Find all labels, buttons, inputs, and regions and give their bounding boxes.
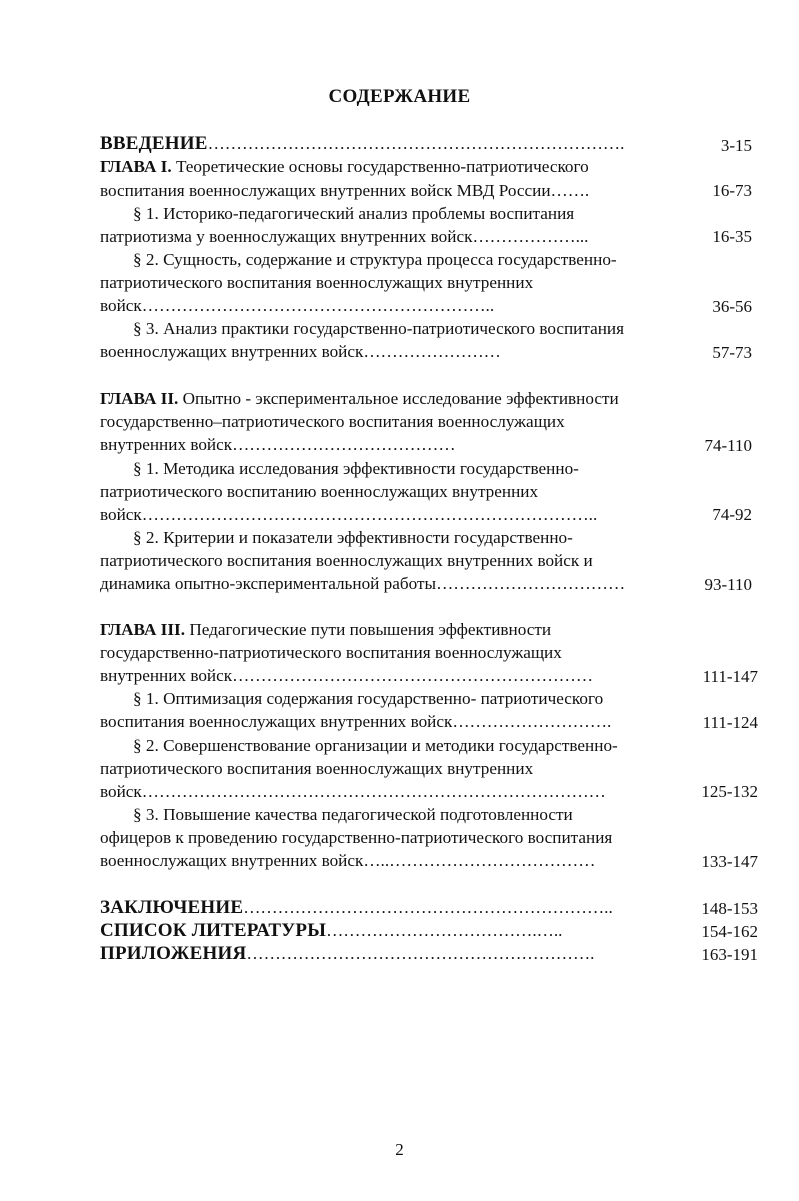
toc-page-range: 74-110 [704,436,752,455]
toc-section-2-2-line3: динамика опытно-экспериментальной работы…………………………… [100,574,626,593]
toc-page-range: 57-73 [712,343,752,362]
toc-section-1-2-line3: войск…………………………………………………….. [100,296,495,315]
toc-chapter-3-line1: ГЛАВА III. Педагогические пути повышения эффективности [100,620,552,639]
toc-leader-dots: ………………………………………………………………. [207,134,625,153]
toc-leader-dots: ……………………………….….. [326,921,563,940]
toc-section-2-1-line1: § 1. Методика исследования эффективности государственно- [133,459,579,478]
toc-leader-dots: ……………………………………………………. [246,944,595,963]
toc-page-range: 16-73 [712,181,752,200]
toc-section-3-3-line2: офицеров к проведению государственно-патриотического воспитания [100,828,613,847]
toc-section-2-1-line3: войск…………………………………………………………………….. [100,505,598,524]
toc-section-2-2-line2: патриотического воспитания военнослужащих внутренних войск и [100,551,593,570]
toc-chapter-3-line3: внутренних войск……………………………………………………… [100,666,594,685]
toc-chapter-1-line1: ГЛАВА I. Теоретические основы государственно-патриотического [100,157,589,176]
toc-introduction-label: ВВЕДЕНИЕ [100,133,208,154]
toc-page-range: 111-124 [702,713,758,732]
toc-page-range: 125-132 [701,782,758,801]
toc-page-range: 36-56 [712,297,752,316]
toc-section-3-2-line3: войск……………………………………………………………………… [100,782,606,801]
toc-section-1-3-line2: военнослужащих внутренних войск…………………… [100,342,501,361]
toc-conclusion-label: ЗАКЛЮЧЕНИЕ [100,897,244,918]
toc-page-range: 111-147 [702,667,758,686]
toc-chapter-2-line2: государственно–патриотического воспитания военнослужащих [100,412,565,431]
toc-section-3-3-line1: § 3. Повышение качества педагогической подготовленности [133,805,573,824]
toc-section-3-2-line2: патриотического воспитания военнослужащих внутренних [100,759,534,778]
toc-section-1-1-line1: § 1. Историко-педагогический анализ проблемы воспитания [133,204,575,223]
toc-chapter-2-line1: ГЛАВА II. Опытно - экспериментальное исследование эффективности [100,389,619,408]
toc-page-range: 93-110 [704,575,752,594]
toc-page-range: 154-162 [701,922,758,941]
toc-section-1-3-line1: § 3. Анализ практики государственно-патриотического воспитания [133,319,625,338]
toc-section-2-2-line1: § 2. Критерии и показатели эффективности государственно- [133,528,573,547]
toc-references-label: СПИСОК ЛИТЕРАТУРЫ [100,920,327,941]
toc-chapter-1-label: ГЛАВА I. [100,157,172,176]
toc-chapter-2-line3: внутренних войск………………………………… [100,435,456,454]
toc-section-1-2-line1: § 2. Сущность, содержание и структура процесса государственно- [133,250,617,269]
toc-section-3-3-line3: военнослужащих внутренних войск…..……………………………… [100,851,596,870]
toc-section-1-1-line2: патриотизма у военнослужащих внутренних войск………………... [100,227,589,246]
toc-chapter-3-line2: государственно-патриотического воспитания военнослужащих [100,643,562,662]
toc-page-range: 163-191 [701,945,758,964]
toc-chapter-3-label: ГЛАВА III. [100,620,186,639]
page-title: СОДЕРЖАНИЕ [328,86,471,107]
toc-section-3-1-line1: § 1. Оптимизация содержания государственно- патриотического [133,689,604,708]
toc-chapter-2-label: ГЛАВА II. [100,389,179,408]
toc-entry-introduction [100,133,624,155]
toc-section-3-1-line2: воспитания военнослужащих внутренних войск………………………. [100,712,612,731]
toc-page-range: 148-153 [701,899,758,918]
toc-entry-references [100,920,562,942]
toc-page-range: 16-35 [712,227,752,246]
toc-entry-conclusion [100,897,613,919]
toc-chapter-1-line2: воспитания военнослужащих внутренних войск МВД России……. [100,181,590,200]
toc-entry-appendices [100,943,594,965]
toc-leader-dots: ……………………………………………………….. [243,898,613,917]
toc-page-range: 3-15 [720,136,752,155]
page-number: 2 [395,1140,404,1159]
toc-page-range: 74-92 [712,505,752,524]
toc-section-2-1-line2: патриотического воспитанию военнослужащих внутренних [100,482,539,501]
toc-appendices-label: ПРИЛОЖЕНИЯ [100,943,247,964]
toc-section-3-2-line1: § 2. Совершенствование организации и методики государственно- [133,736,618,755]
toc-section-1-2-line2: патриотического воспитания военнослужащих внутренних [100,273,534,292]
toc-page-range: 133-147 [701,852,758,871]
